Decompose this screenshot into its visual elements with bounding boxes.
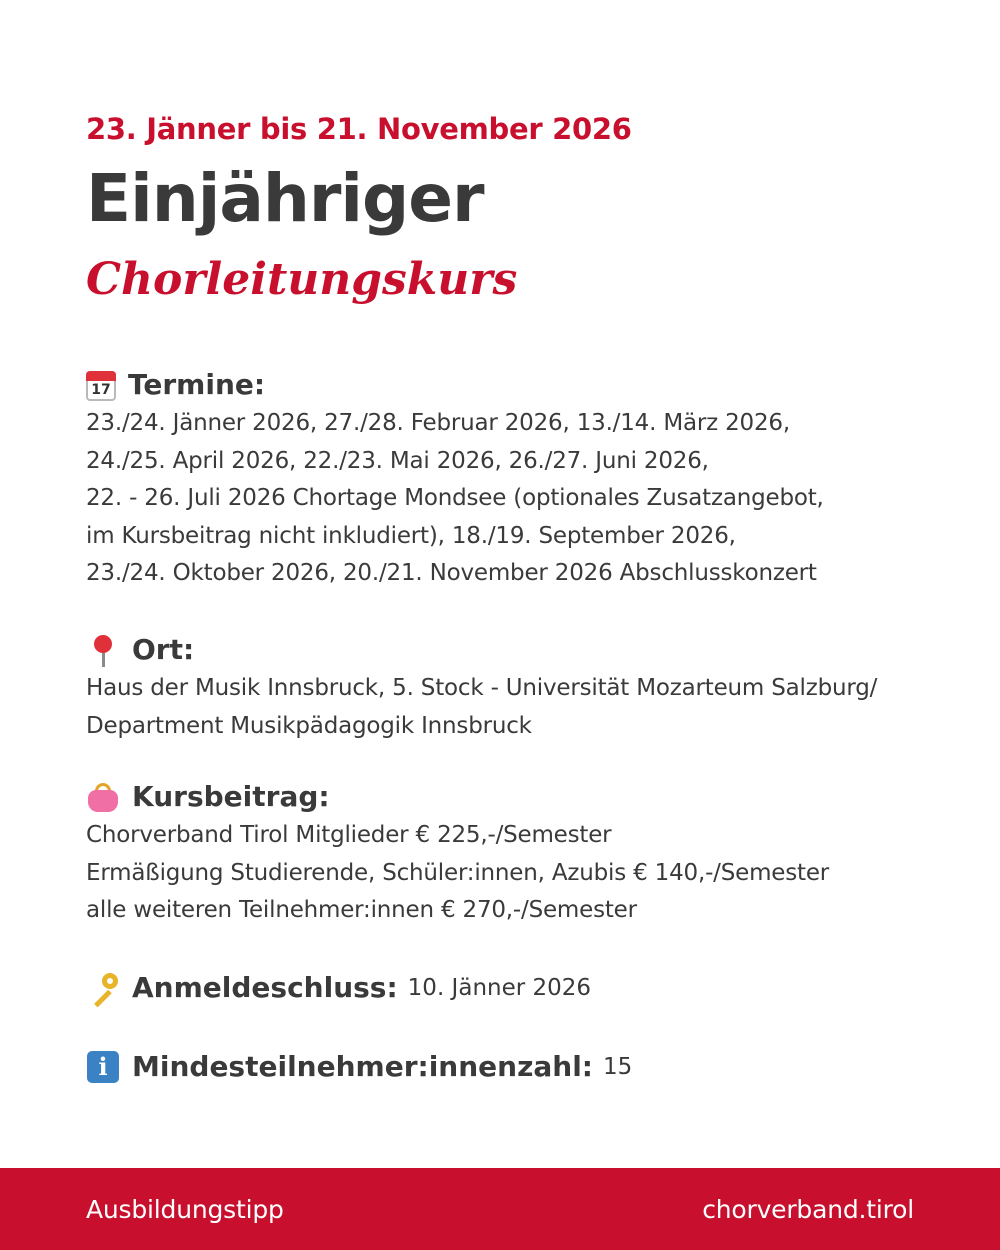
termine-line: 22. - 26. Juli 2026 Chortage Mondsee (optionales Zusatzangebot, — [86, 485, 824, 511]
anmeldeschluss-heading-label: Anmeldeschluss: — [132, 971, 398, 1004]
anmeldeschluss-section — [86, 968, 980, 1008]
termine-line: 23./24. Oktober 2026, 20./21. November 2026 Abschlusskonzert — [86, 560, 817, 586]
kursbeitrag-heading-label: Kursbeitrag: — [132, 780, 330, 813]
termine-line: 23./24. Jänner 2026, 27./28. Februar 2026, 13./14. März 2026, — [86, 410, 790, 436]
anmeldeschluss-value: 10. Jänner 2026 — [407, 975, 592, 1001]
ort-line: Department Musikpädagogik Innsbruck — [86, 712, 532, 739]
mindest-heading-label: Mindesteilnehmer:innenzahl: — [132, 1050, 594, 1083]
date-range: 23. Jänner bis 21. November 2026 — [86, 112, 632, 146]
calendar-icon: 17 — [86, 371, 116, 401]
anmeldeschluss-heading — [86, 968, 980, 1008]
termine-line: 24./25. April 2026, 22./23. Mai 2026, 26./27. Juni 2026, — [86, 447, 709, 474]
info-icon: i — [86, 1050, 120, 1084]
price-line: alle weiteren Teilnehmer:innen € 270,-/Semester — [86, 897, 637, 923]
termine-heading — [86, 365, 980, 405]
kursbeitrag-section — [86, 777, 980, 930]
price-line: Chorverband Tirol Mitglieder € 225,-/Semester — [86, 822, 612, 848]
price-line: Ermäßigung Studierende, Schüler:innen, Azubis € 140,-/Semester — [86, 859, 830, 886]
mindest-value: 15 — [603, 1054, 633, 1080]
mindest-heading — [86, 1047, 980, 1087]
termine-section — [86, 365, 980, 593]
termine-line: im Kursbeitrag nicht inkludiert), 18./19. September 2026, — [86, 522, 736, 549]
pushpin-icon — [86, 633, 120, 667]
ort-section — [86, 630, 980, 745]
ort-line: Haus der Musik Innsbruck, 5. Stock - Universität Mozarteum Salzburg/ — [86, 675, 878, 701]
termine-heading-label: Termine: — [128, 368, 266, 401]
mindest-section — [86, 1047, 980, 1087]
website-link[interactable]: chorverband.tirol — [702, 1194, 914, 1224]
kursbeitrag-text — [86, 817, 980, 930]
purse-icon — [86, 780, 120, 814]
termine-list — [86, 405, 980, 593]
ort-text — [86, 670, 980, 745]
key-icon — [86, 971, 120, 1005]
page-title: Einjähriger — [86, 160, 484, 237]
kursbeitrag-heading — [86, 777, 980, 817]
ort-heading — [86, 630, 980, 670]
footer-bar — [0, 1168, 1000, 1250]
ort-heading-label: Ort: — [132, 633, 195, 666]
footer-label: Ausbildungstipp — [86, 1194, 284, 1224]
page-subtitle: Chorleitungskurs — [86, 254, 518, 305]
